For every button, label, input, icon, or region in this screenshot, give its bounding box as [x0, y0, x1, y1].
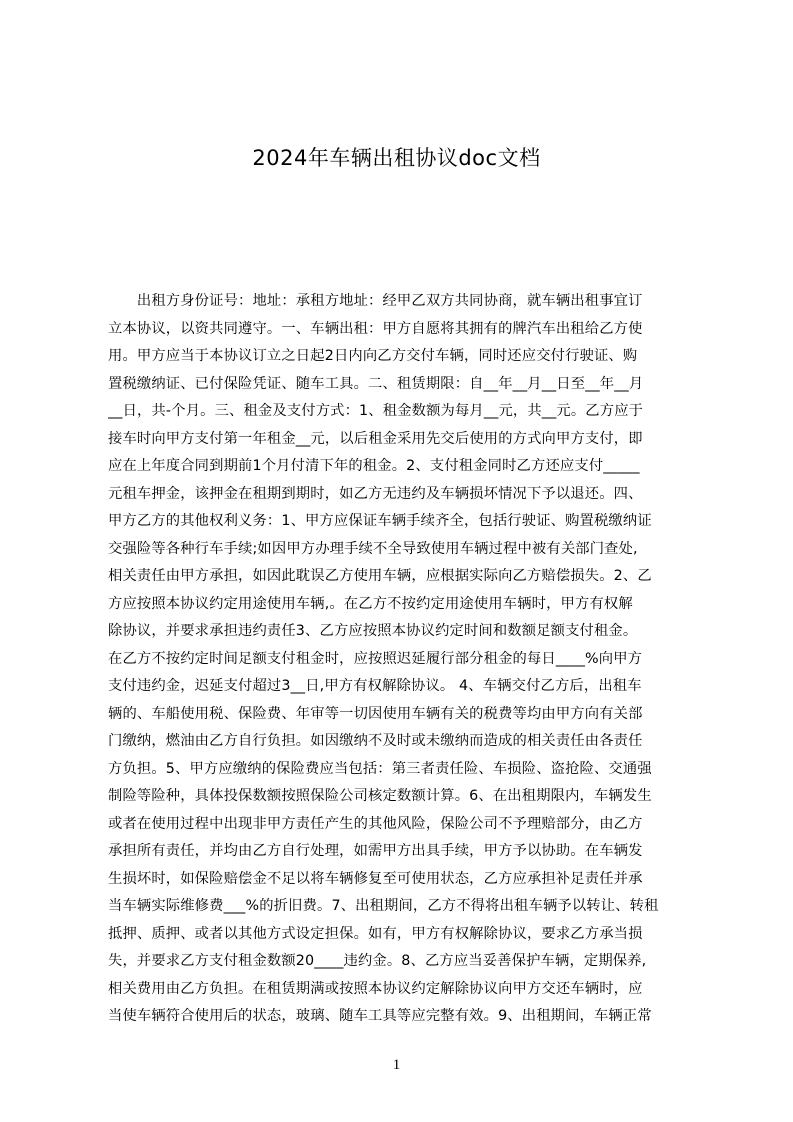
body-line: 方负担。5、甲方应缴纳的保险费应当包括：第三者责任险、车损险、盗抢险、交通强: [108, 760, 652, 777]
body-line: 当车辆实际维修费___%的折旧费。7、出租期间，乙方不得将出租车辆予以转让、转租: [108, 898, 659, 914]
body-line: 制险等险种，具体投保数额按照保险公司核定数额计算。6、在出租期限内，车辆发生: [108, 788, 652, 804]
body-line: 或者在使用过程中出现非甲方责任产生的其他风险，保险公司不予理赔部分，由乙方: [108, 815, 643, 832]
body-line: 交强险等各种行车手续;如因甲方办理手续不全导致使用车辆过程中被有关部门查处,: [108, 540, 638, 557]
body-line: 立本协议，以资共同遵守。一、车辆出租：甲方自愿将其拥有的牌汽车出租给乙方使: [108, 320, 643, 337]
body-line: 接车时向甲方支付第一年租金__元，以后租金采用先交后使用的方式向甲方支付，即: [108, 430, 643, 447]
body-line: 除协议，并要求承担违约责任3、乙方应按照本协议约定时间和数额足额支付租金。: [108, 623, 638, 639]
body-line: 当使车辆符合使用后的状态，玻璃、随车工具等应完整有效。9、出租期间，车辆正常: [108, 1008, 652, 1024]
body-line: 失，并要求乙方支付租金数额20____违约金。8、乙方应当妥善保护车辆，定期保养,: [108, 953, 647, 969]
body-line: 在乙方不按约定时间足额支付租金时，应按照迟延履行部分租金的每日____%向甲方: [108, 650, 643, 667]
body-line: 相关责任由甲方承担，如因此耽误乙方使用车辆，应根据实际向乙方赔偿损失。2、乙: [108, 568, 652, 584]
agreement-body-continued: [108, 727, 697, 1037]
body-line: 方应按照本协议约定用途使用车辆,。在乙方不按约定用途使用车辆时，甲方有权解: [108, 595, 633, 612]
document-title: 2024年车辆出租协议doc文档: [252, 146, 541, 170]
body-line: 相关费用由乙方负担。在租赁期满或按照本协议约定解除协议向甲方交还车辆时，应: [108, 980, 643, 997]
page-number: 1: [392, 1057, 401, 1073]
body-line: 出租方身份证号：地址：承租方地址：经甲乙双方共同协商，就车辆出租事宜订: [108, 293, 643, 309]
body-line: 抵押、质押、或者以其他方式设定担保。如有，甲方有权解除协议，要求乙方承当损: [108, 925, 643, 942]
body-line: 支付违约金，迟延支付超过3__日,甲方有权解除协议。 4、车辆交付乙方后，出租车: [108, 678, 642, 694]
body-line: 置税缴纳证、已付保险凭证、随车工具。二、租赁期限：自__年__月__日至__年__月: [108, 375, 644, 392]
body-line: 承担所有责任，并均由乙方自行处理，如需甲方出具手续，甲方予以协助。在车辆发: [108, 843, 643, 859]
body-line: 应在上年度合同到期前1个月付清下年的租金。2、支付租金同时乙方还应支付_____: [108, 458, 640, 474]
body-line: __日，共-个月。三、租金及支付方式：1、租金数额为每月__元，共__元。乙方应于: [108, 403, 644, 419]
body-line: 门缴纳，燃油由乙方自行负担。如因缴纳不及时或未缴纳而造成的相关责任由各责任: [108, 733, 643, 749]
body-line: 用。甲方应当于本协议订立之日起2日内向乙方交付车辆，同时还应交付行驶证、购: [108, 348, 638, 364]
agreement-body: [108, 287, 697, 732]
body-line: 辆的、车船使用税、保险费、年审等一切因使用车辆有关的税费等均由甲方向有关部: [108, 705, 643, 722]
body-line: 甲方乙方的其他权利义务：1、甲方应保证车辆手续齐全，包括行驶证、购置税缴纳证: [108, 513, 652, 529]
body-line: 元租车押金，该押金在租期到期时，如乙方无违约及车辆损坏情况下予以退还。四、: [108, 485, 643, 502]
body-line: 生损坏时，如保险赔偿金不足以将车辆修复至可使用状态，乙方应承担补足责任并承: [108, 870, 643, 887]
